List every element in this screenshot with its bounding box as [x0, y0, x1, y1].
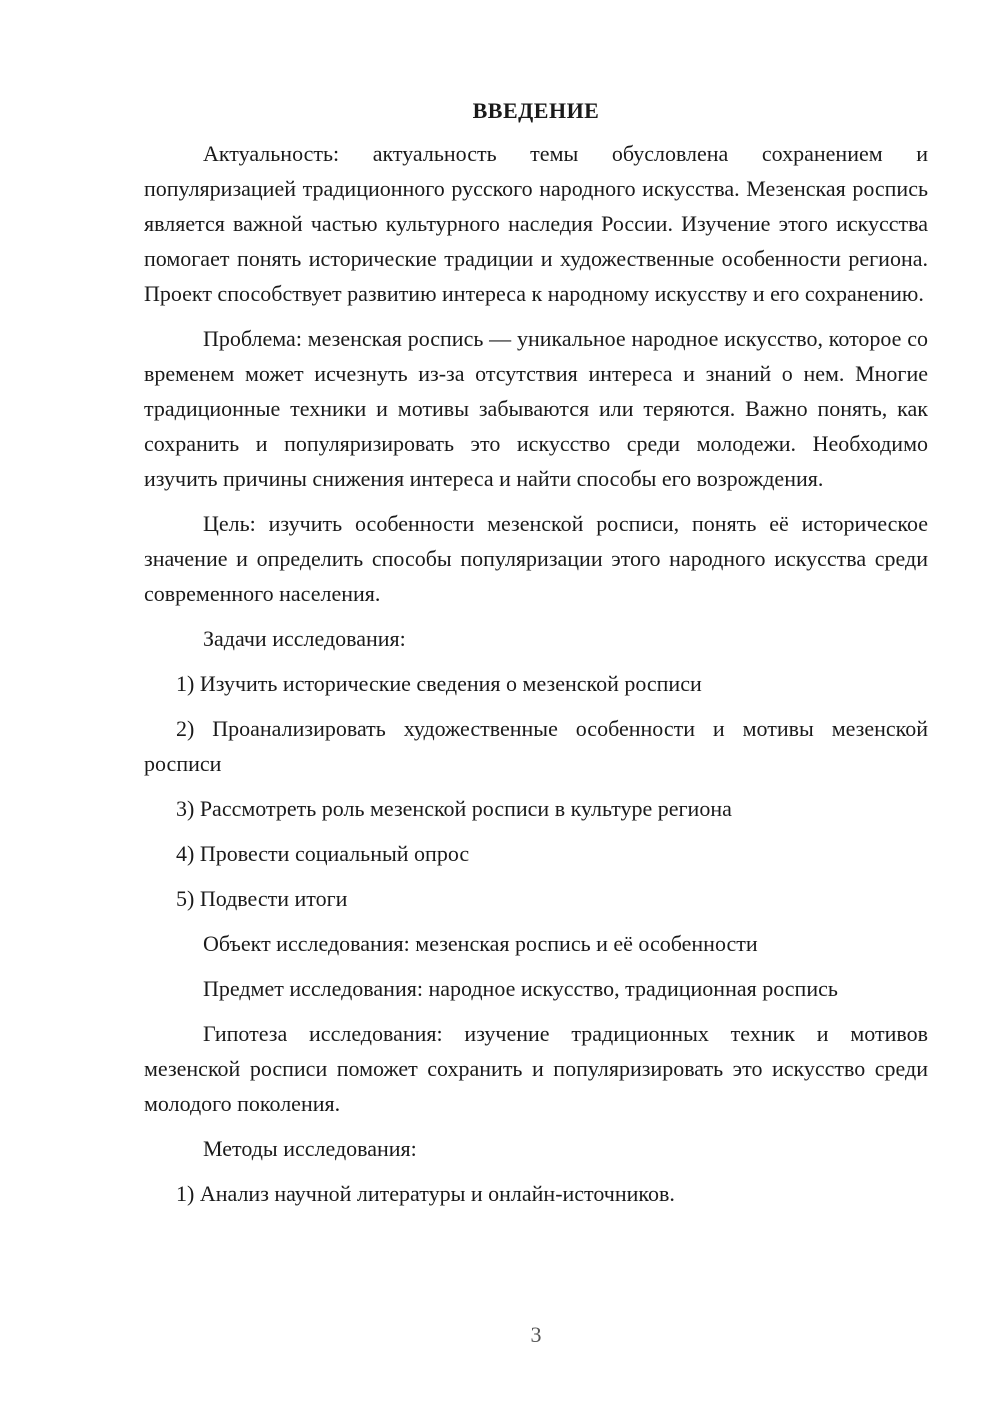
task-item-1: 1) Изучить исторические сведения о мезенской росписи: [176, 671, 702, 696]
problem-paragraph: Проблема: мезенская роспись — уникальное народное искусство, которое со временем может исчезнуть из-за отсутствия интереса и знаний о нем. Многие традиционные техники и мотивы забываются или теряются. Важно понять, как сохранить и популяризировать это искусство среди молодежи. Необходимо изучить причины снижения интереса и найти способы его возрождения.: [144, 326, 928, 491]
method-item-1: 1) Анализ научной литературы и онлайн-источников.: [176, 1181, 675, 1206]
object-paragraph: Объект исследования: мезенская роспись и её особенности: [203, 931, 758, 956]
methods-title: Методы исследования:: [203, 1136, 417, 1161]
task-item-3: 3) Рассмотреть роль мезенской росписи в культуре региона: [176, 796, 732, 821]
task-item-5: 5) Подвести итоги: [176, 886, 348, 911]
task-item-2: 2) Проанализировать художественные особенности и мотивы мезенской росписи: [144, 716, 928, 776]
page-number: 3: [530, 1322, 542, 1347]
page-title: ВВЕДЕНИЕ: [472, 98, 600, 123]
subject-paragraph: Предмет исследования: народное искусство, традиционная роспись: [203, 976, 838, 1001]
relevance-paragraph: Актуальность: актуальность темы обусловлена сохранением и популяризацией традиционного русского народного искусства. Мезенская роспись является важной частью культурного наследия России. Изучение этого искусства помогает понять исторические традиции и художественные особенности региона. Проект способствует развитию интереса к народному искусству и его сохранению.: [144, 141, 928, 306]
goal-paragraph: Цель: изучить особенности мезенской росписи, понять её историческое значение и определить способы популяризации этого народного искусства среди современного населения.: [144, 511, 928, 606]
document-page: [144, 96, 928, 1221]
task-item-4: 4) Провести социальный опрос: [176, 841, 470, 866]
tasks-title: Задачи исследования:: [203, 626, 406, 651]
hypothesis-paragraph: Гипотеза исследования: изучение традиционных техник и мотивов мезенской росписи поможет сохранить и популяризировать это искусство среди молодого поколения.: [144, 1021, 928, 1116]
